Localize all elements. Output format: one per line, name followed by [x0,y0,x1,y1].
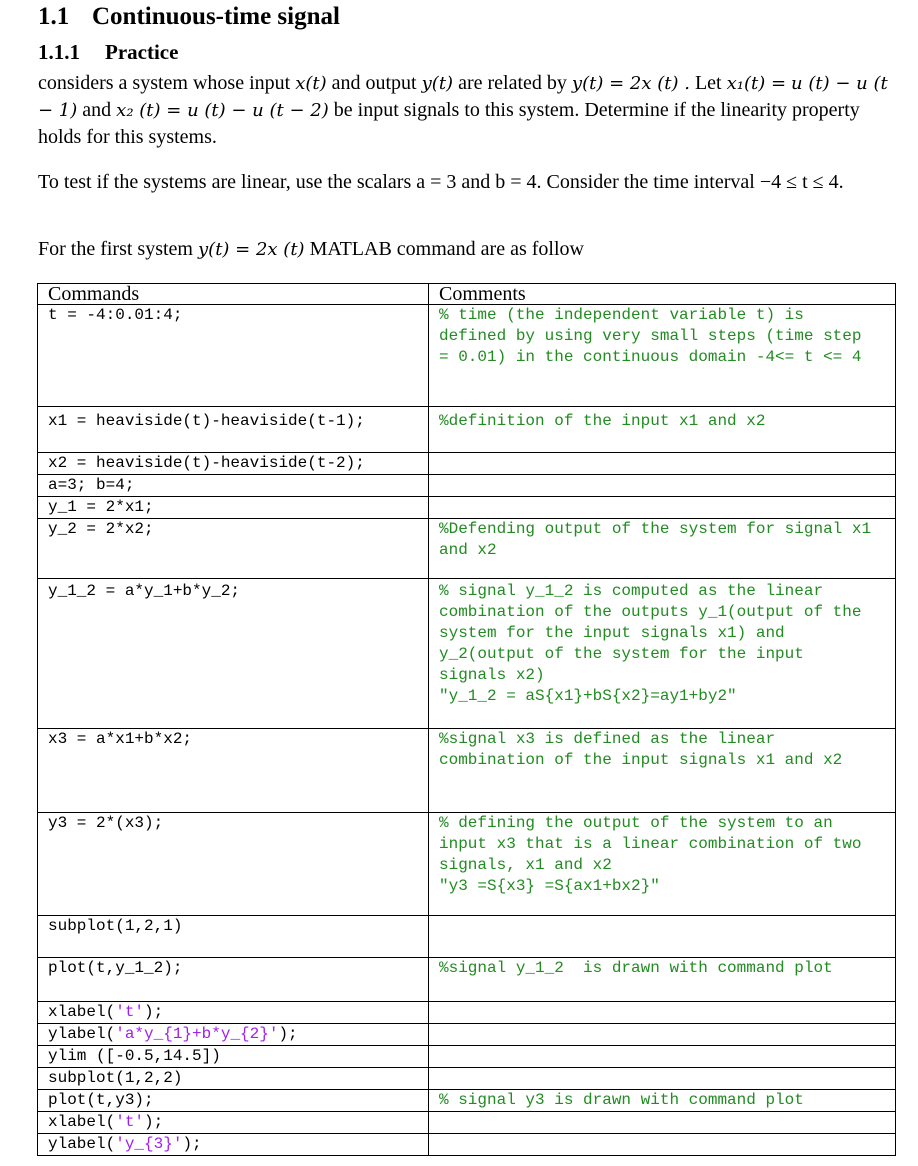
table-row [38,579,896,729]
math-x1-definition: u (t) − u (t − 1) [38,73,888,121]
command-cell [38,1112,429,1134]
scalars-paragraph: To test if the systems are linear, use the scalars a = 3 and b = 4. Consider the time interval −4 ≤ t ≤ 4. [38,171,844,193]
table-row [38,958,896,1002]
comment-cell [429,1134,896,1156]
command-cell [38,813,429,916]
comment-cell [429,1024,896,1046]
comment-cell [429,1046,896,1068]
comment-text: %Defending output of the system for signal x1 and x2 [439,520,881,559]
table-row [38,407,896,453]
problem-text: considers a system whose input [38,72,296,94]
comment-text: % defining the output of the system to an input x3 that is a linear combination of two signals, x1 and x2 "y3 =S{x3} =S{ax1+bx2}" [439,814,862,895]
math-x2-definition: x₂ (t) = u (t) − u (t − 2) [116,100,329,121]
command-text: x2 = heaviside(t)-heaviside(t-2); [48,454,365,472]
command-text: x1 = heaviside(t)-heaviside(t-1); [48,412,365,430]
comment-cell [429,453,896,475]
command-cell [38,729,429,813]
command-text: y_1_2 = a*y_1+b*y_2; [48,582,241,600]
problem-text: and [77,99,117,121]
comment-cell [429,579,896,729]
table-row [38,1046,896,1068]
command-string: 'y_{3}' [115,1135,183,1153]
table-row [38,1002,896,1024]
header-comments: Comments [429,284,896,305]
math-system-equation: y(t) = 2x (t) . [571,73,690,94]
command-text: ylim ([-0.5,14.5]) [48,1047,221,1065]
command-text: y_1 = 2*x1; [48,498,154,516]
comment-cell [429,497,896,519]
command-cell [38,916,429,958]
command-cell [38,453,429,475]
comment-cell [429,916,896,958]
command-text: subplot(1,2,2) [48,1069,183,1087]
comment-text: %signal x3 is defined as the linear combination of the input signals x1 and x2 [439,730,843,769]
comment-cell [429,813,896,916]
comment-cell [429,1002,896,1024]
comment-text: % signal y3 is drawn with command plot [439,1091,804,1109]
command-cell [38,1068,429,1090]
section-title: Continuous-time signal [92,3,340,30]
command-cell [38,958,429,1002]
command-text: ); [144,1113,164,1131]
comment-cell [429,1090,896,1112]
table-row [38,1134,896,1156]
table-row [38,1068,896,1090]
table-row [38,813,896,916]
comment-text: %definition of the input x1 and x2 [439,412,766,430]
subsection-title: Practice [105,40,179,64]
table-row [38,305,896,407]
section-number: 1.1 [38,3,70,30]
comment-cell [429,519,896,579]
comment-cell [429,305,896,407]
table-row [38,1090,896,1112]
comment-cell [429,475,896,497]
problem-statement [38,70,888,151]
math-x-t: x(t) [295,73,327,94]
command-cell [38,497,429,519]
comment-text: % signal y_1_2 is computed as the linear combination of the outputs y_1(output of the system for the input signals x1) and y_2(output of the system for the input signals x2) "y_1_2 = aS{x1}+bS{x2}=ay1+by2" [439,582,862,705]
comment-cell [429,958,896,1002]
command-string: 't' [115,1003,145,1021]
paragraph-text: For the first system [38,238,198,260]
command-cell [38,519,429,579]
problem-text: Let [689,72,727,94]
header-commands: Commands [38,284,429,305]
table-row [38,475,896,497]
comment-cell [429,1112,896,1134]
comment-text: %signal y_1_2 is drawn with command plot [439,959,833,977]
command-cell [38,1090,429,1112]
command-string: 'a*y_{1}+b*y_{2}' [115,1025,279,1043]
command-string: 't' [115,1113,145,1131]
command-text: t = -4:0.01:4; [48,306,183,324]
problem-text: and output [326,72,422,94]
matlab-commands-table [37,283,896,1156]
command-cell [38,1002,429,1024]
table-row [38,519,896,579]
command-cell [38,579,429,729]
section-heading [38,3,340,31]
command-cell [38,475,429,497]
math-x1: x₁(t) = [726,73,787,94]
command-text: ); [182,1135,202,1153]
comment-cell [429,407,896,453]
command-text: ylabel( [48,1025,116,1043]
command-text: plot(t,y_1_2); [48,959,183,977]
command-text: a=3; b=4; [48,476,135,494]
command-text: ylabel( [48,1135,116,1153]
command-text: xlabel( [48,1003,116,1021]
command-cell [38,305,429,407]
subsection-number: 1.1.1 [38,40,80,64]
command-text: subplot(1,2,1) [48,917,183,935]
command-text: xlabel( [48,1113,116,1131]
problem-text: are related by [453,72,572,94]
math-first-system: y(t) = 2x (t) [198,239,305,260]
table-header-row [38,284,896,305]
comment-text: % time (the independent variable t) is defined by using very small steps (time step = 0.01) in the continuous domain -4<= t <= 4 [439,306,872,366]
table-row [38,1024,896,1046]
command-text: y3 = 2*(x3); [48,814,164,832]
math-y-t: y(t) [421,73,454,94]
table-row [38,729,896,813]
subsection-heading [38,40,178,65]
table-row [38,497,896,519]
first-system-paragraph [38,236,888,263]
command-cell [38,1134,429,1156]
command-text: ); [144,1003,164,1021]
command-text: x3 = a*x1+b*x2; [48,730,193,748]
command-text: plot(t,y3); [48,1091,154,1109]
comment-cell [429,729,896,813]
command-text: ); [278,1025,298,1043]
command-text: y_2 = 2*x2; [48,520,154,538]
comment-cell [429,1068,896,1090]
problem-text: be input signals to this system. Determine if the linearity property holds for this systems. [38,99,860,148]
command-cell [38,1046,429,1068]
table-row [38,916,896,958]
table-row [38,1112,896,1134]
command-cell [38,1024,429,1046]
command-cell [38,407,429,453]
table-row [38,453,896,475]
paragraph-text: MATLAB command are as follow [304,238,584,260]
